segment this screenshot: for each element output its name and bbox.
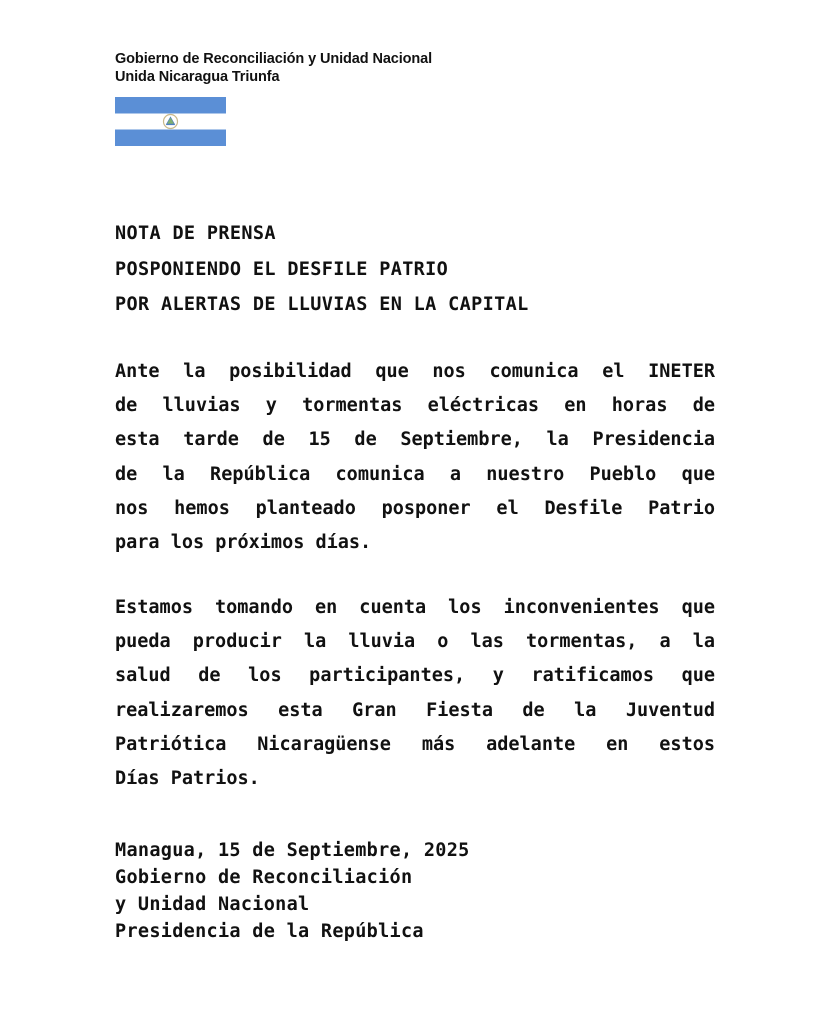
signature-line-3: y Unidad Nacional [115,894,310,915]
paragraph-2 [115,591,715,796]
title-line-2: POSPONIENDO EL DESFILE PATRIO [115,258,449,280]
letterhead-line-1: Gobierno de Reconciliación y Unidad Nacional [115,51,433,67]
paragraph-2-line: Patriótica Nicaragüense más adelante en estos [115,733,715,755]
signature-line-4: Presidencia de la República [115,921,424,942]
press-release-title [115,216,529,323]
paragraph-1-line: de lluvias y tormentas eléctricas en horas de [115,395,715,417]
paragraph-2-line: realizaremos esta Gran Fiesta de la Juventud [115,699,715,721]
letterhead-line-2: Unida Nicaragua Triunfa [115,69,280,85]
paragraph-1 [115,355,715,560]
place-and-date: Managua, 15 de Septiembre, 2025 [115,840,470,861]
signature-block [115,837,470,945]
signature-line-2: Gobierno de Reconciliación [115,867,413,888]
paragraph-1-line: Ante la posibilidad que nos comunica el INETER [115,361,715,382]
flag-bottom-stripe [115,130,226,147]
paragraph-2-line: pueda producir la lluvia o las tormentas, a la [115,631,715,653]
paragraph-2-line: Estamos tomando en cuenta los inconvenientes que [115,597,715,618]
nicaragua-flag-icon [115,97,226,146]
paragraph-1-line: para los próximos días. [115,532,372,554]
paragraph-1-line: de la República comunica a nuestro Pueblo que [115,463,715,485]
paragraph-2-line: Días Patrios. [115,768,260,790]
paragraph-1-line: esta tarde de 15 de Septiembre, la Presidencia [115,429,715,451]
letterhead [115,50,432,86]
paragraph-1-line: nos hemos planteado posponer el Desfile Patrio [115,497,715,519]
title-line-3: POR ALERTAS DE LLUVIAS EN LA CAPITAL [115,294,529,315]
paragraph-2-line: salud de los participantes, y ratificamos que [115,665,715,687]
flag-top-stripe [115,97,226,114]
title-line-1: NOTA DE PRENSA [115,223,276,244]
